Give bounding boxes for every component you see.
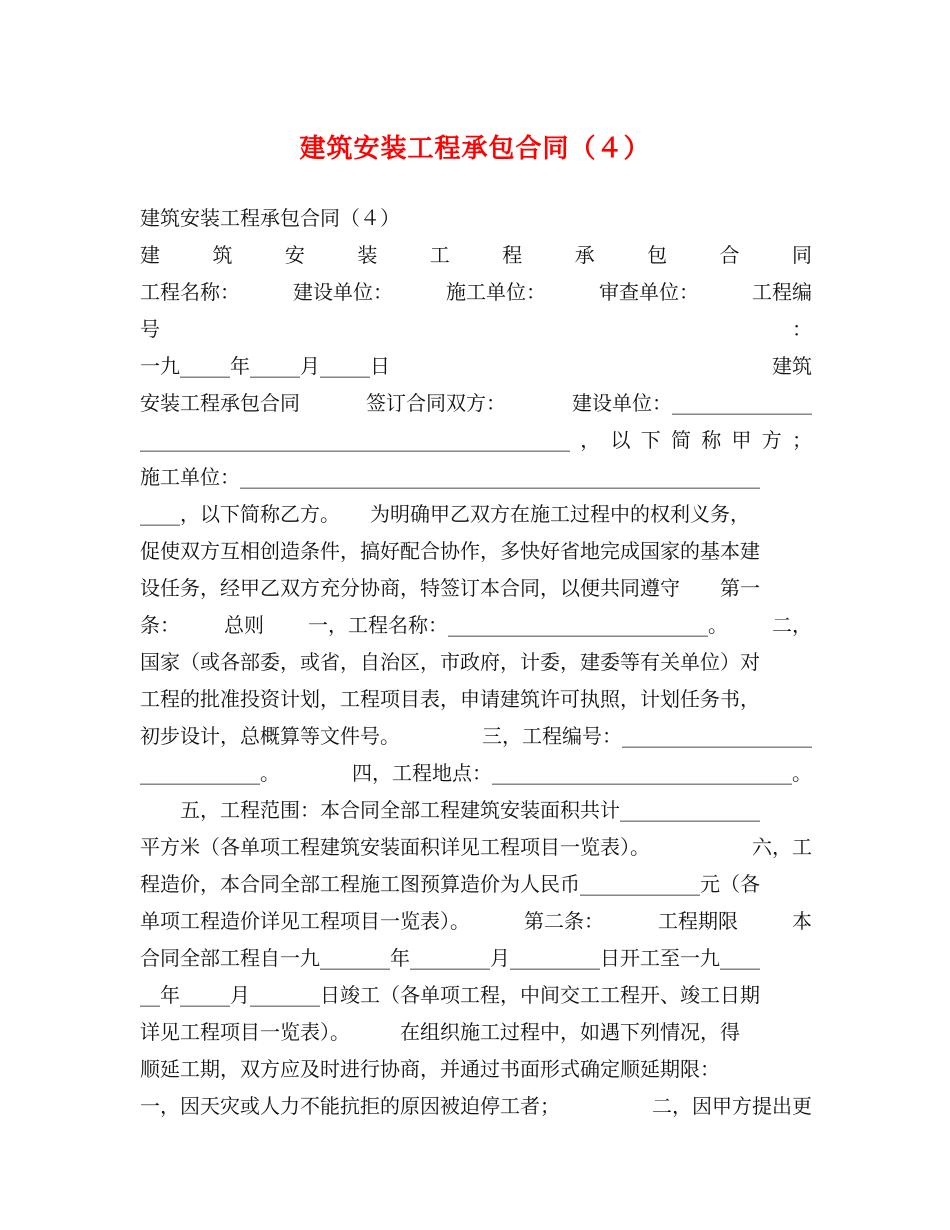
text-segment: 建筑: [772, 354, 812, 378]
text-segment: 工程期限: [658, 909, 738, 933]
text-segment: ；: [792, 428, 812, 452]
text-segment: 施工单位：: [446, 280, 546, 304]
text-segment: 一，因天灾或人力不能抗拒的原因被迫停工者；: [140, 1094, 560, 1118]
body-line: [140, 385, 812, 422]
text-segment: 建: [140, 243, 160, 267]
body-line-indented: 五，工程范围：本合同全部工程建筑安装面积共计______________: [180, 798, 760, 822]
text-segment: 筑: [212, 243, 233, 267]
body-line: [140, 755, 812, 792]
text-segment: 四，工程地点：______________________________。: [352, 761, 812, 785]
text-segment: 工: [429, 243, 450, 267]
document-title: 建筑安装工程承包合同（４）: [299, 134, 651, 164]
text-segment: 初步设计，总概算等文件号。: [140, 724, 400, 748]
text-segment: 安装工程承包合同: [140, 391, 300, 415]
text-segment: ____________。: [140, 761, 280, 785]
body-line: [140, 1088, 812, 1125]
body-line: [140, 311, 812, 348]
body-line: 详见工程项目一览表）。 在组织施工过程中，如遇下列情况，得: [140, 1020, 740, 1044]
body-line: [140, 903, 812, 940]
body-line: 程造价，本合同全部工程施工图预算造价为人民币____________元（各: [140, 872, 760, 896]
body-line-spaced-title: [140, 237, 812, 274]
body-line: 促使双方互相创造条件，搞好配合协作，多快好省地完成国家的基本建: [140, 539, 760, 563]
text-segment: 同: [791, 243, 812, 267]
text-segment: 单项工程造价详见工程项目一览表）。: [140, 909, 470, 933]
body-line: [140, 718, 812, 755]
text-segment: 二，因甲方提出更: [652, 1094, 812, 1118]
document-body: [140, 200, 812, 1125]
body-line: 设任务，经甲乙双方充分协商，特签订本合同，以便共同遵守 第一: [140, 576, 760, 600]
text-segment: 审查单位：: [599, 280, 699, 304]
body-line: __年_____月_______日竣工（各单项工程，中间交工工程开、竣工日期: [140, 983, 760, 1007]
body-line: [140, 274, 812, 311]
text-segment: 甲: [731, 428, 752, 452]
text-segment: 包: [647, 243, 668, 267]
text-segment: 承: [574, 243, 595, 267]
text-segment: 安: [284, 243, 305, 267]
body-line: 施工单位：____________________________________________________: [140, 465, 760, 489]
text-segment: 建设单位：______________: [572, 391, 812, 415]
body-line: 工程的批准投资计划，工程项目表，申请建筑许可执照，计划任务书，: [140, 687, 760, 711]
text-segment: 六，工: [752, 835, 812, 859]
body-line: [140, 422, 812, 459]
body-line: 合同全部工程自一九_______年________月_________日开工至一九____: [140, 946, 760, 970]
text-segment: 工程编: [752, 280, 812, 304]
body-line: 顺延工期，双方应及时进行协商，并通过书面形式确定顺延期限：: [140, 1057, 720, 1081]
text-segment: 号: [140, 317, 160, 341]
text-segment: ，: [580, 428, 601, 452]
text-segment: 建设单位：: [293, 280, 393, 304]
text-segment: 本: [792, 909, 812, 933]
text-segment: 二，: [772, 613, 812, 637]
body-line: [140, 348, 812, 385]
body-line: ____，以下简称乙方。 为明确甲乙双方在施工过程中的权利义务，: [140, 502, 750, 526]
text-segment: 一九_____年_____月_____日: [140, 354, 390, 378]
body-line: 国家（或各部委，或省，自治区，市政府，计委，建委等有关单位）对: [140, 650, 760, 674]
text-segment: 方: [761, 428, 782, 452]
text-segment: 工程名称：: [140, 280, 240, 304]
text-segment: 第二条：: [524, 909, 604, 933]
body-line: 建筑安装工程承包合同（４）: [140, 206, 400, 230]
body-line: [140, 607, 812, 644]
text-segment: 程: [502, 243, 523, 267]
text-segment: 一，工程名称：__________________________。: [308, 613, 728, 637]
text-segment: ：: [792, 317, 812, 341]
text-segment: 总则: [224, 613, 264, 637]
text-segment: 装: [357, 243, 378, 267]
text-segment: 下: [640, 428, 661, 452]
text-segment: 签订合同双方：: [366, 391, 506, 415]
body-line: [140, 829, 812, 866]
text-segment: 称: [701, 428, 722, 452]
text-segment: ___________________________________________: [140, 428, 570, 452]
text-segment: 条：: [140, 613, 180, 637]
text-segment: 简: [671, 428, 691, 452]
text-segment: 以: [610, 428, 631, 452]
text-segment: 平方米（各单项工程建筑安装面积详见工程项目一览表）。: [140, 835, 650, 859]
text-segment: 合: [719, 243, 740, 267]
text-segment: 三，工程编号：___________________: [482, 724, 812, 748]
